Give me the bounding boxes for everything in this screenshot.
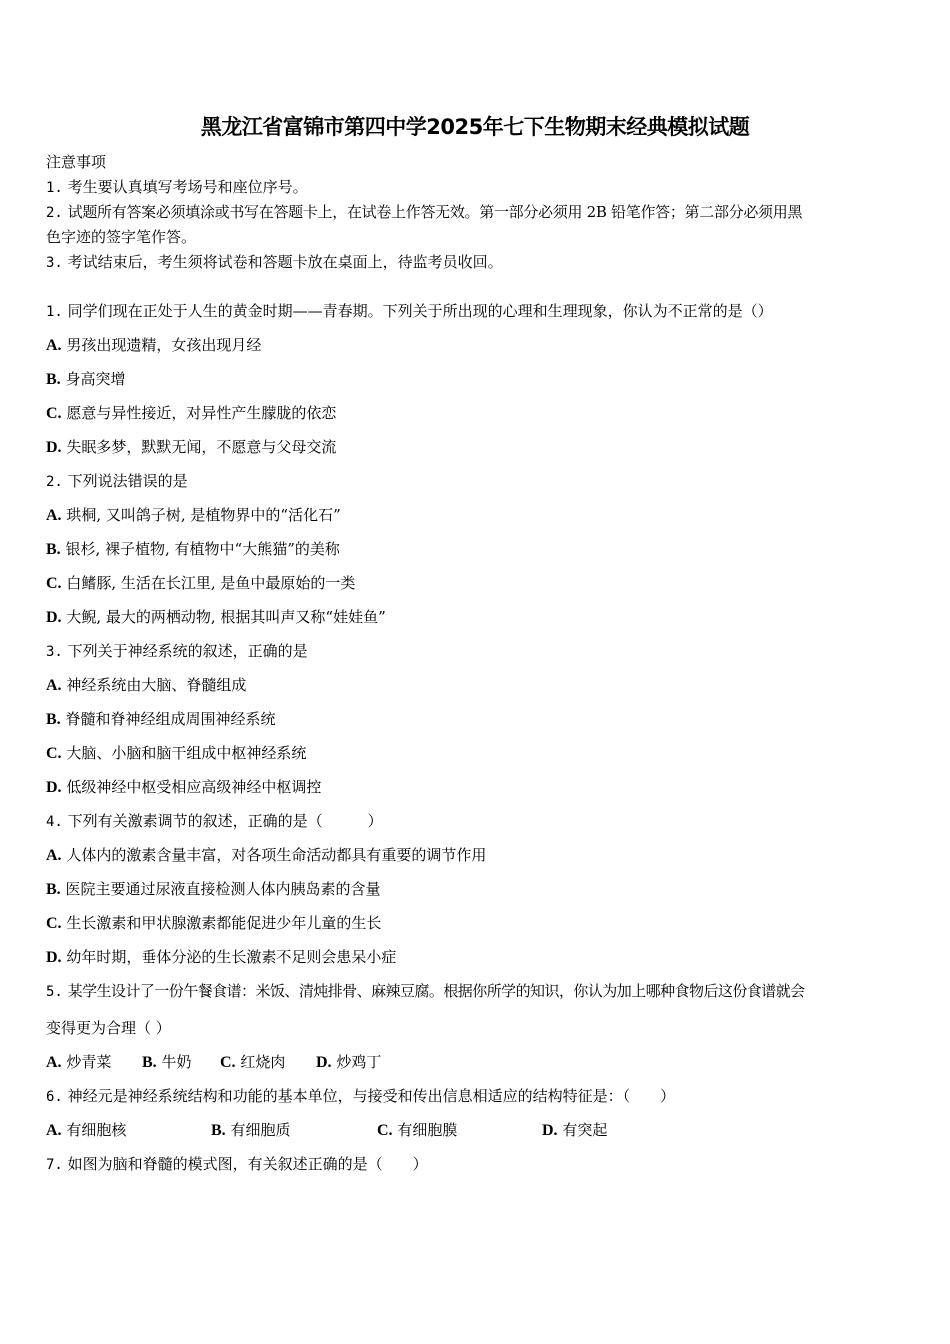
option-4b bbox=[46, 879, 380, 900]
option-2b bbox=[46, 539, 340, 560]
question-stem bbox=[46, 1154, 428, 1175]
notice-item-number: 1. bbox=[46, 180, 63, 196]
option-text: 脊髓和脊神经组成周围神经系统 bbox=[65, 710, 276, 728]
option-text: 大脑、小脑和脑干组成中枢神经系统 bbox=[66, 744, 307, 762]
option-label: A. bbox=[46, 1122, 62, 1139]
option-6c bbox=[377, 1120, 542, 1141]
option-text: 银杉, 裸子植物, 有植物中“大熊猫”的美称 bbox=[65, 540, 340, 558]
option-label: C. bbox=[220, 1054, 236, 1071]
question-text: 神经元是神经系统结构和功能的基本单位，与接受和传出信息相适应的结构特征是：（ ） bbox=[67, 1087, 676, 1105]
option-text: 炒鸡丁 bbox=[336, 1053, 382, 1071]
option-4d bbox=[46, 947, 396, 968]
option-text: 珙桐, 又叫鸽子树, 是植物界中的“活化石” bbox=[66, 506, 341, 524]
question-number: 4. bbox=[46, 814, 63, 830]
notice-item-continuation: 色字迹的签字笔作答。 bbox=[46, 228, 197, 246]
question-text: 同学们现在正处于人生的黄金时期——青春期。下列关于所出现的心理和生理现象，你认为不正常的是（） bbox=[67, 302, 773, 320]
option-label: B. bbox=[46, 541, 61, 558]
question-number: 1. bbox=[46, 304, 63, 320]
option-1b bbox=[46, 369, 125, 390]
question-text: 如图为脑和脊髓的模式图，有关叙述正确的是（ ） bbox=[67, 1155, 428, 1173]
notice-item-number: 3. bbox=[46, 255, 63, 271]
option-3c bbox=[46, 743, 306, 764]
option-label: D. bbox=[542, 1122, 558, 1139]
question-stem bbox=[46, 471, 188, 492]
question-stem bbox=[46, 811, 383, 832]
question-number: 5. bbox=[46, 984, 63, 1000]
option-label: B. bbox=[46, 371, 61, 388]
option-text: 牛奶 bbox=[161, 1053, 192, 1071]
option-3b bbox=[46, 709, 275, 730]
notice-item-text: 考生要认真填写考场号和座位序号。 bbox=[67, 178, 308, 196]
option-text: 神经系统由大脑、脊髓组成 bbox=[66, 676, 247, 694]
question-number: 7. bbox=[46, 1157, 63, 1173]
question-number: 2. bbox=[46, 474, 63, 490]
option-text: 红烧肉 bbox=[240, 1053, 286, 1071]
option-text: 身高突增 bbox=[65, 370, 126, 388]
notice-item-text: 考试结束后，考生须将试卷和答题卡放在桌面上，待监考员收回。 bbox=[67, 253, 503, 271]
notice-item bbox=[46, 202, 802, 223]
option-6d bbox=[542, 1120, 607, 1141]
options-row-5 bbox=[46, 1052, 381, 1073]
option-label: C. bbox=[46, 405, 62, 422]
option-text: 幼年时期，垂体分泌的生长激素不足则会患呆小症 bbox=[66, 948, 397, 966]
option-label: A. bbox=[46, 507, 62, 524]
option-text: 有细胞质 bbox=[230, 1121, 291, 1139]
option-text: 有细胞膜 bbox=[397, 1121, 458, 1139]
notice-item bbox=[46, 252, 503, 273]
option-text: 愿意与异性接近，对异性产生朦胧的依恋 bbox=[66, 404, 337, 422]
option-3d bbox=[46, 777, 321, 798]
option-1d bbox=[46, 437, 336, 458]
option-label: B. bbox=[211, 1122, 226, 1139]
option-label: B. bbox=[46, 711, 61, 728]
option-label: D. bbox=[46, 439, 62, 456]
option-label: C. bbox=[377, 1122, 393, 1139]
option-text: 白鳍豚, 生活在长江里, 是鱼中最原始的一类 bbox=[66, 574, 356, 592]
question-stem bbox=[46, 301, 773, 322]
option-text: 有突起 bbox=[562, 1121, 608, 1139]
option-1a bbox=[46, 335, 261, 356]
question-text: 下列有关激素调节的叙述，正确的是（ ） bbox=[67, 812, 383, 830]
option-4a bbox=[46, 845, 486, 866]
option-2d bbox=[46, 607, 386, 628]
question-text: 下列说法错误的是 bbox=[67, 472, 188, 490]
option-text: 人体内的激素含量丰富，对各项生命活动都具有重要的调节作用 bbox=[66, 846, 487, 864]
option-text: 低级神经中枢受相应高级神经中枢调控 bbox=[66, 778, 322, 796]
options-row-6 bbox=[46, 1120, 607, 1141]
option-3a bbox=[46, 675, 246, 696]
question-number: 3. bbox=[46, 644, 63, 660]
question-stem bbox=[46, 641, 308, 662]
option-5a bbox=[46, 1052, 142, 1073]
page-title: 黑龙江省富锦市第四中学2025年七下生物期末经典模拟试题 bbox=[200, 115, 750, 139]
notice-item-number: 2. bbox=[46, 205, 63, 221]
notice-item-text: 试题所有答案必须填涂或书写在答题卡上，在试卷上作答无效。第一部分必须用 2B 铅笔作答；第二部分必须用黑 bbox=[67, 203, 803, 221]
question-stem-continuation: 变得更为合理（ ） bbox=[46, 1019, 171, 1037]
option-label: D. bbox=[316, 1054, 332, 1071]
question-stem bbox=[46, 981, 805, 1002]
option-label: C. bbox=[46, 575, 62, 592]
option-label: C. bbox=[46, 915, 62, 932]
option-6b bbox=[211, 1120, 377, 1141]
option-label: D. bbox=[46, 949, 62, 966]
option-label: B. bbox=[142, 1054, 157, 1071]
option-4c bbox=[46, 913, 381, 934]
option-text: 炒青菜 bbox=[66, 1053, 112, 1071]
option-5b bbox=[142, 1052, 220, 1073]
option-label: C. bbox=[46, 745, 62, 762]
option-text: 生长激素和甲状腺激素都能促进少年儿童的生长 bbox=[66, 914, 382, 932]
option-5d bbox=[316, 1052, 381, 1073]
option-5c bbox=[220, 1052, 316, 1073]
option-6a bbox=[46, 1120, 211, 1141]
option-label: A. bbox=[46, 1054, 62, 1071]
option-label: A. bbox=[46, 337, 62, 354]
option-text: 有细胞核 bbox=[66, 1121, 127, 1139]
option-text: 大鲵, 最大的两栖动物, 根据其叫声又称“娃娃鱼” bbox=[66, 608, 386, 626]
option-2a bbox=[46, 505, 341, 526]
option-label: A. bbox=[46, 677, 62, 694]
option-label: B. bbox=[46, 881, 61, 898]
option-1c bbox=[46, 403, 336, 424]
option-2c bbox=[46, 573, 355, 594]
option-label: D. bbox=[46, 609, 62, 626]
option-text: 男孩出现遗精，女孩出现月经 bbox=[66, 336, 262, 354]
option-text: 医院主要通过尿液直接检测人体内胰岛素的含量 bbox=[65, 880, 381, 898]
option-label: D. bbox=[46, 779, 62, 796]
option-text: 失眠多梦，默默无闻，不愿意与父母交流 bbox=[66, 438, 337, 456]
question-stem bbox=[46, 1086, 675, 1107]
notice-item bbox=[46, 177, 308, 198]
question-text: 某学生设计了一份午餐食谱：米饭、清炖排骨、麻辣豆腐。根据你所学的知识，你认为加上哪种食物后这份食谱就会 bbox=[67, 982, 805, 1000]
question-number: 6. bbox=[46, 1089, 63, 1105]
option-label: A. bbox=[46, 847, 62, 864]
notice-heading: 注意事项 bbox=[46, 153, 107, 171]
question-text: 下列关于神经系统的叙述，正确的是 bbox=[67, 642, 308, 660]
